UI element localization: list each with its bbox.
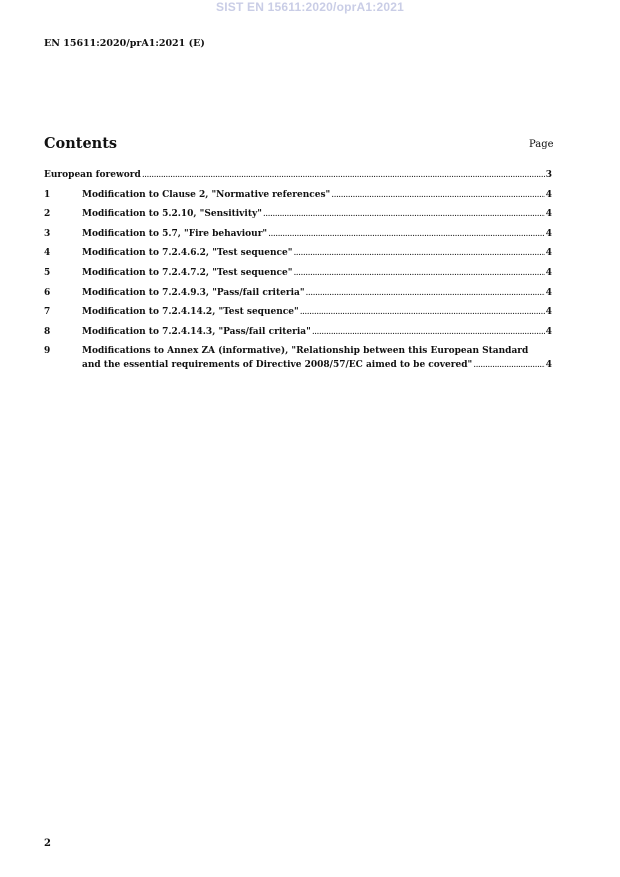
toc-entry-text-line-1: Modifications to Annex ZA (informative), "Relationship between this European Standard <box>82 346 529 357</box>
toc-entry-page: 4 <box>545 360 552 371</box>
toc-entry-number: 8 <box>44 326 51 337</box>
toc-entry-text-line-2: and the essential requirements of Directive 2008/57/EC aimed to be covered" <box>82 360 473 371</box>
toc-entry-number: 3 <box>44 228 51 239</box>
toc-entry-text: Modification to 7.2.4.14.3, "Pass/fail criteria" <box>82 326 311 337</box>
page-number: 2 <box>44 838 51 849</box>
dot-leader <box>293 266 544 280</box>
toc-entry-number: 7 <box>44 307 51 318</box>
dot-leader <box>293 246 544 260</box>
toc-entry-1[interactable] <box>44 188 552 208</box>
table-of-contents <box>44 168 552 372</box>
toc-entry-page: 4 <box>545 248 552 259</box>
dot-leader <box>312 325 545 339</box>
toc-entry-text: European foreword <box>44 170 141 180</box>
toc-entry-page: 4 <box>545 287 552 298</box>
toc-entry-text: Modification to Clause 2, "Normative references" <box>82 189 331 200</box>
toc-entry-page: 4 <box>545 189 552 200</box>
dot-leader <box>300 305 545 319</box>
toc-entry-page: 4 <box>545 267 552 278</box>
toc-entry-text: Modification to 7.2.4.6.2, "Test sequence" <box>82 248 293 259</box>
dot-leader <box>331 188 545 202</box>
toc-entry-6[interactable] <box>44 286 552 306</box>
toc-entry-text: Modification to 7.2.4.9.3, "Pass/fail criteria" <box>82 287 305 298</box>
toc-entry-page: 3 <box>545 170 552 180</box>
toc-entry-8[interactable] <box>44 325 552 345</box>
toc-entry-text: Modification to 5.7, "Fire behaviour" <box>82 228 268 239</box>
toc-entry-page: 4 <box>545 209 552 220</box>
toc-entry-5[interactable] <box>44 266 552 286</box>
toc-entry-2[interactable] <box>44 207 552 227</box>
toc-entry-4[interactable] <box>44 246 552 266</box>
toc-entry-page: 4 <box>545 228 552 239</box>
toc-entry-number: 2 <box>44 209 51 220</box>
toc-entry-number: 4 <box>44 248 51 259</box>
contents-heading: Contents <box>44 135 118 152</box>
dot-leader <box>263 207 545 221</box>
toc-entry-page: 4 <box>545 307 552 318</box>
toc-entry-9[interactable] <box>44 344 552 372</box>
toc-entry-number: 1 <box>44 189 51 200</box>
toc-entry-page: 4 <box>545 326 552 337</box>
toc-entry-text: Modification to 7.2.4.7.2, "Test sequence" <box>82 267 293 278</box>
toc-entry-text: Modification to 7.2.4.14.2, "Test sequence" <box>82 307 299 318</box>
toc-entry-7[interactable] <box>44 305 552 325</box>
toc-entry-number: 9 <box>44 346 51 357</box>
page-column-label: Page <box>529 139 554 150</box>
dot-leader <box>268 227 545 241</box>
toc-entry-foreword[interactable] <box>44 168 552 188</box>
watermark: SIST EN 15611:2020/oprA1:2021 <box>216 0 404 14</box>
toc-entry-number: 6 <box>44 287 51 298</box>
dot-leader <box>306 286 545 300</box>
toc-entry-text: Modification to 5.2.10, "Sensitivity" <box>82 209 262 220</box>
document-id: EN 15611:2020/prA1:2021 (E) <box>44 38 205 49</box>
dot-leader <box>473 358 545 372</box>
dot-leader <box>142 168 545 182</box>
toc-entry-3[interactable] <box>44 227 552 247</box>
toc-entry-number: 5 <box>44 267 51 278</box>
